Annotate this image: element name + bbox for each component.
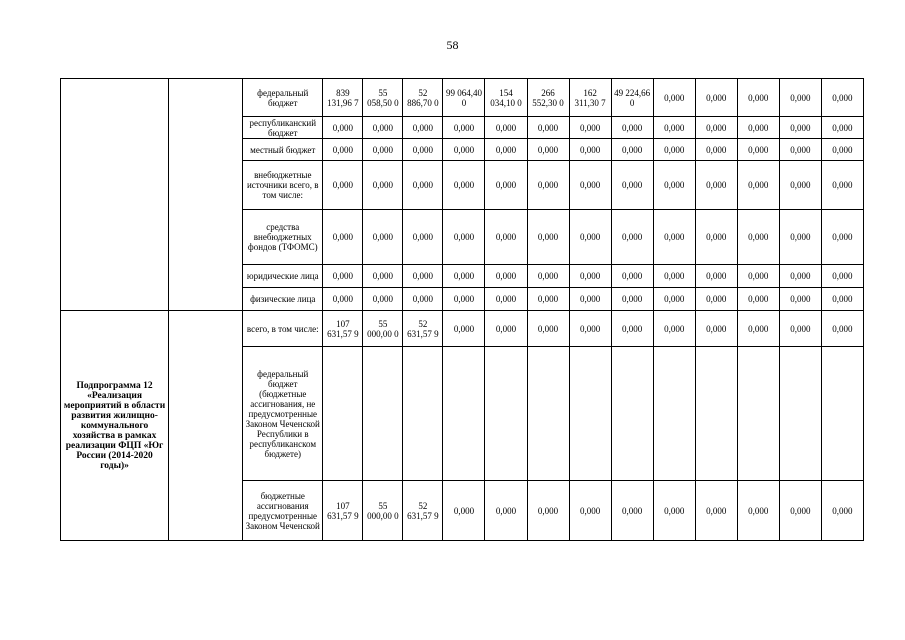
value-cell: 0,000 xyxy=(527,117,569,139)
value-cell xyxy=(569,347,611,481)
value-cell: 0,000 xyxy=(527,210,569,265)
value-cell: 0,000 xyxy=(737,210,779,265)
value-cell: 154 034,10 0 xyxy=(485,79,527,117)
value-cell xyxy=(779,347,821,481)
value-cell: 0,000 xyxy=(653,79,695,117)
value-cell: 0,000 xyxy=(485,139,527,161)
value-cell: 0,000 xyxy=(695,210,737,265)
value-cell: 0,000 xyxy=(821,311,863,347)
page-number: 58 xyxy=(446,38,459,52)
value-cell: 0,000 xyxy=(403,117,443,139)
value-cell: 0,000 xyxy=(737,79,779,117)
value-cell xyxy=(403,347,443,481)
value-cell: 0,000 xyxy=(695,79,737,117)
value-cell: 0,000 xyxy=(485,265,527,288)
value-cell: 0,000 xyxy=(695,288,737,311)
value-cell: 0,000 xyxy=(821,117,863,139)
value-cell: 0,000 xyxy=(695,117,737,139)
value-cell: 0,000 xyxy=(779,288,821,311)
value-cell: 0,000 xyxy=(821,210,863,265)
value-cell: 0,000 xyxy=(653,481,695,541)
value-cell: 0,000 xyxy=(527,139,569,161)
value-cell xyxy=(443,347,485,481)
funding-source-cell: внебюджетные источники всего, в том числе: xyxy=(243,161,323,210)
funding-source-cell: федеральный бюджет (бюджетные ассигнования, не предусмотренные Законом Чеченской Республики в республиканском бюджете) xyxy=(243,347,323,481)
value-cell: 0,000 xyxy=(821,139,863,161)
value-cell: 0,000 xyxy=(779,161,821,210)
value-cell: 0,000 xyxy=(443,161,485,210)
value-cell: 0,000 xyxy=(695,139,737,161)
value-cell: 0,000 xyxy=(363,139,403,161)
value-cell: 0,000 xyxy=(611,139,653,161)
value-cell: 0,000 xyxy=(403,265,443,288)
value-cell: 0,000 xyxy=(611,288,653,311)
funding-source-cell: физические лица xyxy=(243,288,323,311)
value-cell: 0,000 xyxy=(611,311,653,347)
executor-cell xyxy=(169,79,243,311)
budget-table xyxy=(60,78,864,541)
value-cell: 0,000 xyxy=(323,161,363,210)
value-cell: 0,000 xyxy=(485,288,527,311)
value-cell: 0,000 xyxy=(821,265,863,288)
value-cell: 0,000 xyxy=(695,265,737,288)
value-cell xyxy=(653,347,695,481)
value-cell: 0,000 xyxy=(611,210,653,265)
value-cell xyxy=(695,347,737,481)
value-cell: 0,000 xyxy=(695,161,737,210)
value-cell: 55 058,50 0 xyxy=(363,79,403,117)
value-cell: 0,000 xyxy=(611,265,653,288)
value-cell: 0,000 xyxy=(403,288,443,311)
funding-source-cell: федеральный бюджет xyxy=(243,79,323,117)
value-cell: 0,000 xyxy=(821,161,863,210)
value-cell: 0,000 xyxy=(653,210,695,265)
value-cell: 0,000 xyxy=(653,117,695,139)
value-cell: 266 552,30 0 xyxy=(527,79,569,117)
value-cell: 0,000 xyxy=(737,311,779,347)
value-cell: 49 224,66 0 xyxy=(611,79,653,117)
value-cell: 55 000,00 0 xyxy=(363,481,403,541)
value-cell: 0,000 xyxy=(527,481,569,541)
value-cell: 0,000 xyxy=(485,481,527,541)
value-cell: 0,000 xyxy=(443,288,485,311)
value-cell: 0,000 xyxy=(527,288,569,311)
value-cell: 0,000 xyxy=(527,161,569,210)
funding-source-cell: бюджетные ассигнования предусмотренные Законом Чеченской xyxy=(243,481,323,541)
value-cell: 0,000 xyxy=(443,265,485,288)
value-cell: 52 631,57 9 xyxy=(403,311,443,347)
program-name-cell xyxy=(61,79,169,311)
value-cell: 0,000 xyxy=(821,79,863,117)
value-cell: 0,000 xyxy=(443,210,485,265)
value-cell: 0,000 xyxy=(569,288,611,311)
value-cell: 0,000 xyxy=(821,288,863,311)
funding-source-cell: средства внебюджетных фондов (ТФОМС) xyxy=(243,210,323,265)
value-cell: 0,000 xyxy=(403,161,443,210)
value-cell: 0,000 xyxy=(695,481,737,541)
funding-source-cell: юридические лица xyxy=(243,265,323,288)
value-cell: 0,000 xyxy=(569,117,611,139)
value-cell: 107 631,57 9 xyxy=(323,481,363,541)
funding-source-cell: местный бюджет xyxy=(243,139,323,161)
value-cell: 0,000 xyxy=(653,161,695,210)
value-cell: 0,000 xyxy=(443,139,485,161)
table-row xyxy=(61,311,864,347)
value-cell: 0,000 xyxy=(569,481,611,541)
value-cell: 0,000 xyxy=(737,481,779,541)
value-cell: 0,000 xyxy=(737,139,779,161)
value-cell: 0,000 xyxy=(363,265,403,288)
value-cell: 0,000 xyxy=(653,311,695,347)
value-cell: 0,000 xyxy=(653,139,695,161)
value-cell: 0,000 xyxy=(569,139,611,161)
table-body xyxy=(61,79,864,541)
value-cell xyxy=(485,347,527,481)
value-cell: 99 064,40 0 xyxy=(443,79,485,117)
value-cell: 0,000 xyxy=(653,288,695,311)
value-cell: 0,000 xyxy=(527,265,569,288)
value-cell: 0,000 xyxy=(569,161,611,210)
value-cell xyxy=(527,347,569,481)
value-cell xyxy=(821,347,863,481)
value-cell: 0,000 xyxy=(779,117,821,139)
value-cell: 0,000 xyxy=(485,311,527,347)
value-cell: 0,000 xyxy=(363,117,403,139)
value-cell: 0,000 xyxy=(323,210,363,265)
value-cell: 0,000 xyxy=(653,265,695,288)
value-cell: 0,000 xyxy=(779,79,821,117)
value-cell: 0,000 xyxy=(443,311,485,347)
value-cell: 0,000 xyxy=(363,210,403,265)
value-cell: 0,000 xyxy=(403,139,443,161)
value-cell: 0,000 xyxy=(403,210,443,265)
value-cell: 0,000 xyxy=(611,481,653,541)
value-cell: 0,000 xyxy=(569,265,611,288)
value-cell: 0,000 xyxy=(821,481,863,541)
value-cell: 0,000 xyxy=(779,311,821,347)
value-cell: 0,000 xyxy=(779,210,821,265)
value-cell xyxy=(737,347,779,481)
value-cell: 0,000 xyxy=(569,311,611,347)
value-cell: 0,000 xyxy=(779,481,821,541)
value-cell: 0,000 xyxy=(485,210,527,265)
value-cell: 0,000 xyxy=(569,210,611,265)
value-cell: 0,000 xyxy=(485,117,527,139)
value-cell: 0,000 xyxy=(443,481,485,541)
value-cell: 839 131,96 7 xyxy=(323,79,363,117)
value-cell: 0,000 xyxy=(443,117,485,139)
value-cell: 0,000 xyxy=(779,265,821,288)
value-cell: 0,000 xyxy=(527,311,569,347)
funding-source-cell: республиканский бюджет xyxy=(243,117,323,139)
value-cell: 0,000 xyxy=(611,117,653,139)
value-cell: 0,000 xyxy=(323,288,363,311)
value-cell: 0,000 xyxy=(485,161,527,210)
value-cell: 0,000 xyxy=(323,265,363,288)
value-cell: 0,000 xyxy=(737,161,779,210)
subprogram-name-cell: Подпрограмма 12 «Реализация мероприятий в области развития жилищно-коммунального хозяйства в рамках реализации ФЦП «Юг России (2014-2020 годы)» xyxy=(61,311,169,541)
value-cell: 0,000 xyxy=(363,288,403,311)
value-cell: 162 311,30 7 xyxy=(569,79,611,117)
value-cell xyxy=(323,347,363,481)
value-cell: 0,000 xyxy=(611,161,653,210)
funding-source-cell: всего, в том числе: xyxy=(243,311,323,347)
value-cell: 0,000 xyxy=(737,265,779,288)
value-cell: 107 631,57 9 xyxy=(323,311,363,347)
value-cell: 0,000 xyxy=(737,117,779,139)
value-cell: 0,000 xyxy=(779,139,821,161)
value-cell: 0,000 xyxy=(323,139,363,161)
value-cell: 0,000 xyxy=(323,117,363,139)
value-cell: 0,000 xyxy=(363,161,403,210)
value-cell: 0,000 xyxy=(695,311,737,347)
value-cell: 52 631,57 9 xyxy=(403,481,443,541)
value-cell: 0,000 xyxy=(737,288,779,311)
value-cell: 55 000,00 0 xyxy=(363,311,403,347)
table-row xyxy=(61,79,864,117)
executor-cell xyxy=(169,311,243,541)
value-cell xyxy=(363,347,403,481)
value-cell xyxy=(611,347,653,481)
value-cell: 52 886,70 0 xyxy=(403,79,443,117)
